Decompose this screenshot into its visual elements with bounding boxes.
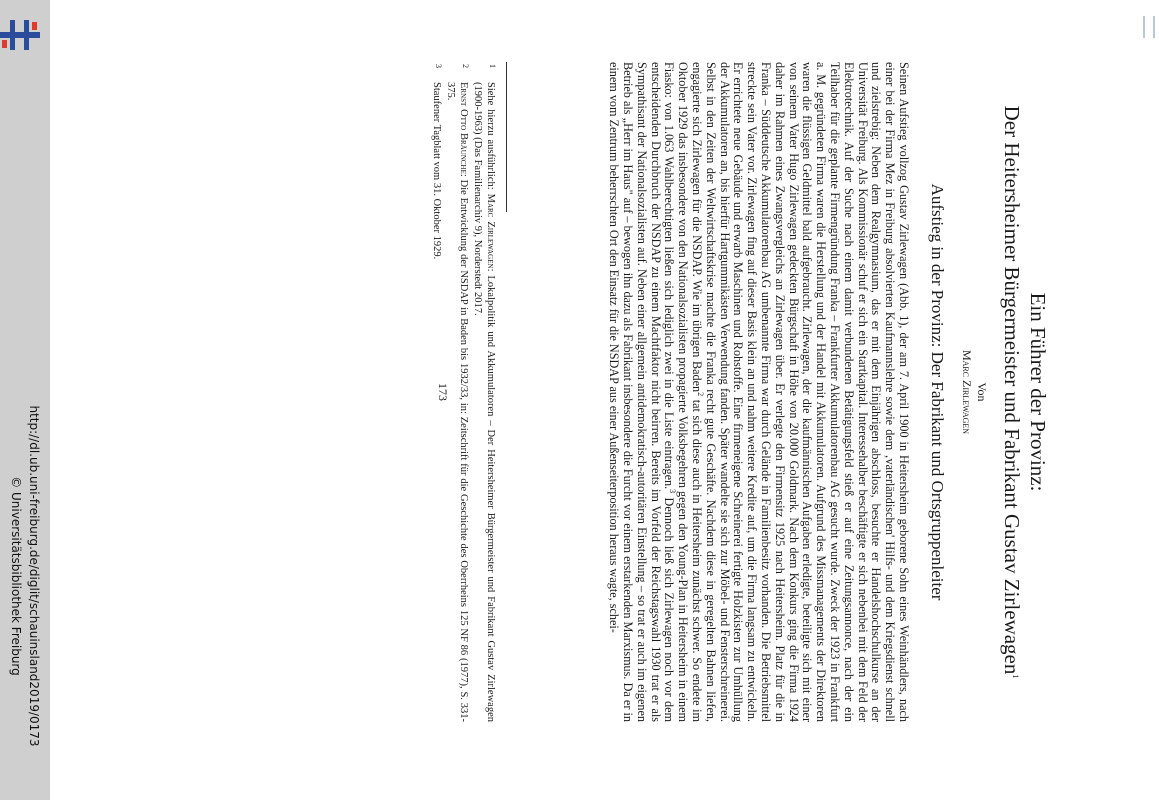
byline-von: Von (975, 382, 989, 402)
university-library-logo-icon (0, 18, 44, 52)
footnote-ref-2: 2 (696, 392, 706, 397)
scanned-page (65, 62, 1065, 722)
footnote-ref-1: 1 (1011, 674, 1020, 679)
title-line-2: Der Heitersheimer Bürgermeister und Fabrikant Gustav Zirlewagen$^1$ (1000, 105, 1024, 679)
footnote-ref-3: 3 (668, 489, 678, 494)
footnote-3: 3 Staufener Tagblatt vom 31. Oktober 1929. (431, 64, 443, 260)
corner-marker-icon (1143, 16, 1155, 38)
page-number: 173 (436, 383, 450, 401)
source-url[interactable]: http://dl.ub.uni-freiburg.de/diglit/schauinsland2019/0173 (27, 405, 41, 747)
author-name: Marc Zirlewagen (960, 349, 974, 435)
section-heading: Aufstieg in der Provinz: Der Fabrikant und Ortsgruppenleiter (928, 183, 947, 601)
body-paragraph: Seinen Aufstieg vollzog Gustav Zirlewagen (Abb. 1), der am 7. April 1900 in Heitersheim geborene Sohn eines Weinhändlers, nach einer bei der Firma Mez in Freiburg absolvierten Kaufmannslehre sowie dem ‚vaterländischen' Hilfs- und dem Kriegsdienst schnell und zielstrebig: Neben dem Realgymnasium, das er mit dem Einjährigen abschloss, besuchte er Handelshochschulkurse an der Universität Freiburg. Als Kommissionär schuf er sich ein Startkapital. Interessehalber beschäftigte er sich nebenbei mit dem Feld der Elektrotechnik. Auf der Suche nach einem damit verbundenen Betätigungsfeld stieß er auf eine Zeitungsannonce, nach der ein Teilhaber für die geplante Firmengründung Franka – Frankfurter Akkumulatorenbau AG gesucht wurde. Zweck der 1923 in Frankfurt a. M. gegründeten Firma waren die Herstellung und der Handel mit Akkumulatoren. Aufgrund des Missmanagements der Direktoren waren die flüssigen Geldmittel bald aufgebraucht. Zirlewagen, der die kaufmännischen Aufgaben erledigte, beteiligte sich mit einer von seinem Vater Hugo Zirlewagen gedeckten Bürgschaft in Höhe von 20.000 Goldmark. Nach dem Konkurs ging die Firma 1924 daher im Rahmen eines Zwangsvergleichs an Zirlewagen über. Er verlegte den Firmensitz 1925 nach Heitersheim. Platz für die in Franka – Süddeutsche Akkumulatorenbau AG umbenannte Firma war durch Gelände in Familienbesitz vorhanden. Die Betriebsmittel streckte sein Vater vor. Zirlewagen fing auf dieser Basis klein an und nahm weitere Kredite auf, um die Firma langsam zu entwickeln. Er errichtete neue Gebäude und erwarb Maschinen und Rohstoffe. Eine firmeneigene Schreinerei fertigte Holzkisten zur Umhüllung der Akkumulatoren an, bis hierfür Hartgummikästen Verwendung fanden. Später wandelte sie sich zur Möbel- und Fensterschreinerei. Selbst in den Zeiten der Weltwirtschaftskrise machte die Franka recht gute Geschäfte. Nachdem diese in geregelten Bahnen liefen, engagierte sich Zirlewagen für die NSDAP. Wie im übrigen Baden$^2$ tat sich diese auch in Heitersheim zunächst schwer. So endete im Oktober 1929 das insbesondere von den Nationalsozialisten propagierte Volksbegehren gegen den Young-Plan in Heitersheim in einem Fiasko: von 1.063 Wahlberechtigten ließen sich lediglich zwei in die Liste eintragen.$^3$ Dennoch ließ sich Zirlewagen noch vor dem entscheidenden Durchbruch der NSDAP zu einem Machtfaktor nicht beirren. Bereits im Vorfeld der Reichstagswahl 1930 trat er als Sympathisant der Nationalsozialisten auf. Neben einer allgemein antidemokratisch-autoritären Einstellung – so trat er auch im eigenen Betrieb als „Herr im Haus" auf – bewogen ihn dazu als Fabrikant insbesondere die Furcht vor einem erstarkenden Marxismus. Da er in einem vom Zentrum beherrschten Ort den Einsatz für die NSDAP aus einer Außenseiterposition heraus wagte, schei- (607, 62, 911, 722)
library-sidebar (0, 0, 50, 800)
copyright-notice: © Universitätsbibliothek Freiburg (9, 476, 23, 676)
title-line-1: Ein Führer der Provinz: (1026, 292, 1050, 492)
article-title (999, 62, 1051, 722)
footnote-1: 1 Siehe hierzu ausführlich: Marc Zirlewagen: Lokalpolitik und Akkumulatoren – Der Heitersheimer Bürgermeister und Fabrikant Gustav Zirlewagen (1900-1963) (Das Familienarchiv 9), Norderstedt 2017. (472, 64, 497, 722)
byline (959, 62, 989, 722)
footnote-divider (506, 62, 507, 212)
footnote-2: 2 Ernst Otto Bräunche: Die Entwicklung der NSDAP in Baden bis 1932/33, in: Zeitschrift für die Geschichte des Oberrheins 125 NF 86 (1977), S. 331-375. (445, 64, 470, 722)
